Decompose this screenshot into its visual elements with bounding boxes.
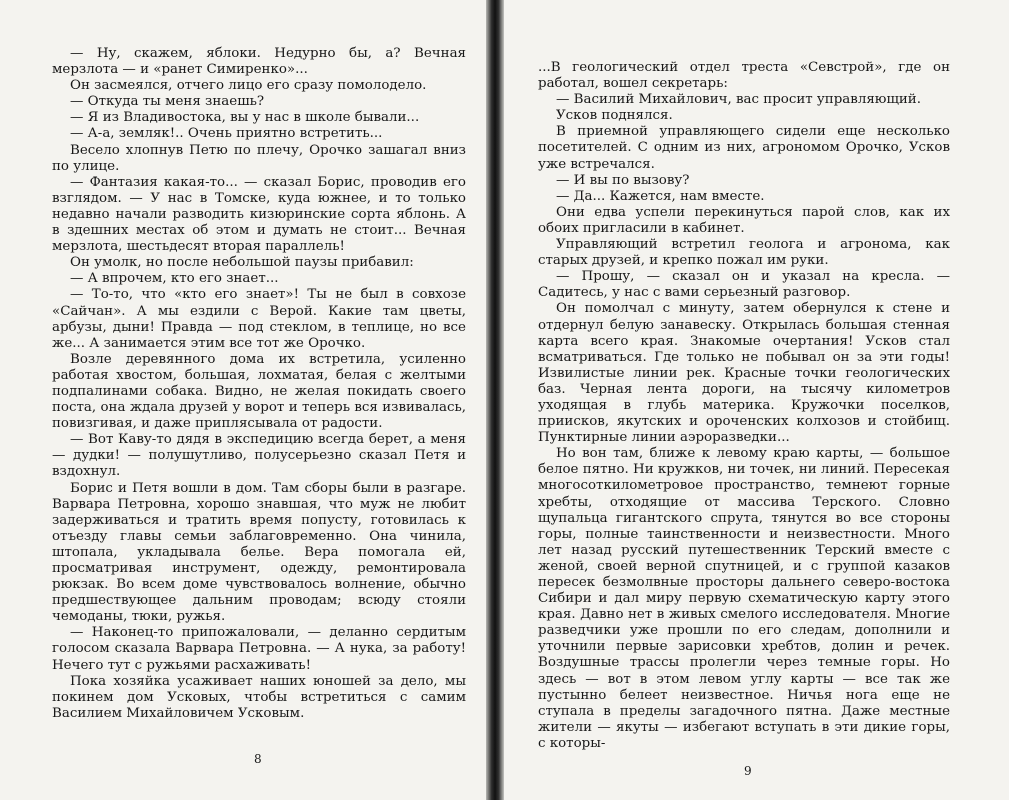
right-page [504,0,1009,800]
paragraph: — Наконец-то припожаловали, — деланно сердитым голосом сказала Варвара Петровна. — А нука, за работу! Нечего тут с ружьями расхаживать! [52,625,466,673]
paragraph: Весело хлопнув Петю по плечу, Орочко зашагал вниз по улице. [52,142,466,174]
left-page-text [52,46,466,722]
paragraph: Возле деревянного дома их встретила, усиленно работая хвостом, большая, лохматая, белая с желтыми подпалинами собака. Видно, не желая покидать своего поста, она ждала друзей у ворот и теперь вся извивалась, повизгивая, и даже приплясывала от радости. [52,351,466,432]
left-page [0,0,490,800]
paragraph: Борис и Петя вошли в дом. Там сборы были в разгаре. Варвара Петровна, хорошо знавшая, что муж не любит задерживаться и тратить время попусту, готовилась к отъезду главы семьи заблаговременно. Она чинила, штопала, укладывала белье. Вера помогала ей, просматривая инструмент, одежду, ремонтировала рюкзак. Во всем доме чувствовалось волнение, обычно предшествующее дальним проводам; всюду стояли чемоданы, тюки, ружья. [52,480,466,625]
paragraph: — А впрочем, кто его знает... [70,271,279,287]
paragraph: Но вон там, ближе к левому краю карты, — большое белое пятно. Ни кружков, ни точек, ни линий. Пересекая многосоткилометровое пространство, темнеют горные хребты, отходящие от массива Терского. Словно щупальца гигантского спрута, тянутся во все стороны горы, полные таинственности и неизвестности. Много лет назад русский путешественник Терский вместе с женой, своей верной спутницей, и с группой казаков пересек безмолвные просторы дальнего северо-востока Сибири и дал миру первую схематическую карту этого края. Давно нет в живых смелого исследователя. Многие разведчики уже прошли по его следам, дополнили и уточнили первые зарисовки хребтов, долин и речек. Воздушные трассы пролегли через темные горы. Но здесь — вот в этом левом углу карты — все так же пустынно белеет неизвестное. Ничья нога еще не ступала в пределы загадочного пятна. Даже местные жители — якуты — избегают вступать в эти дикие горы, с которы- [538,446,950,751]
paragraph: — Я из Владивостока, вы у нас в школе бывали... [70,110,420,126]
book-gutter [486,0,504,800]
paragraph: — Ну, скажем, яблоки. Недурно бы, а? Вечная мерзлота — и «ранет Симиренко»... [52,46,466,78]
paragraph: Он умолк, но после небольшой паузы прибавил: [70,255,414,271]
paragraph: — Фантазия какая-то... — сказал Борис, проводив его взглядом. — У нас в Томске, куда южнее, и то только недавно начали разводить кизюринские сорта яблонь. А в здешних местах об этом и думать не стоит... Вечная мерзлота, шестьдесят вторая параллель! [52,174,466,255]
paragraph: — Прошу, — сказал он и указал на кресла. — Садитесь, у нас с вами серьезный разговор. [538,269,950,301]
page-number: 8 [254,752,262,766]
paragraph: ...В геологический отдел треста «Севстрой», где он работал, вошел секретарь: [538,60,950,92]
paragraph: — А-а, земляк!.. Очень приятно встретить... [70,126,383,142]
paragraph: Усков поднялся. [556,108,673,124]
paragraph: Они едва успели перекинуться парой слов, как их обоих пригласили в кабинет. [538,204,950,236]
paragraph: — Василий Михайлович, вас просит управляющий. [556,92,921,108]
right-page-text [538,60,950,752]
paragraph: — Да... Кажется, нам вместе. [556,188,765,204]
paragraph: — Вот Каву-то дядя в экспедицию всегда берет, а меня — дудки! — полушутливо, полусерьезно сказал Петя и вздохнул. [52,432,466,480]
paragraph: Он помолчал с минуту, затем обернулся к стене и отдернул белую занавеску. Открылась большая стенная карта всего края. Знакомые очертания! Усков стал всматриваться. Где только не побывал он за эти годы! Извилистые линии рек. Красные точки геологических баз. Черная лента дороги, на тысячу километров уходящая в глубь материка. Кружочки поселков, приисков, якутских и ороченских колхозов и стойбищ. Пунктирные линии аэроразведки... [538,301,950,446]
page-number: 9 [744,764,752,778]
paragraph: Управляющий встретил геолога и агронома, как старых друзей, и крепко пожал им руки. [538,237,950,269]
paragraph: — Откуда ты меня знаешь? [70,94,265,110]
paragraph: В приемной управляющего сидели еще несколько посетителей. С одним из них, агрономом Орочко, Усков уже встречался. [538,124,950,172]
paragraph: — То-то, что «кто его знает»! Ты не был в совхозе «Сайчан». А мы ездили с Верой. Какие там цветы, арбузы, дыни! Правда — под стеклом, в теплице, но все же... А занимается этим все тот же Орочко. [52,287,466,351]
paragraph: Пока хозяйка усаживает наших юношей за дело, мы покинем дом Усковых, чтобы встретиться с самим Василием Михайловичем Усковым. [52,673,466,721]
paragraph: — И вы по вызову? [556,172,690,188]
paragraph: Он засмеялся, отчего лицо его сразу помолодело. [70,78,427,94]
